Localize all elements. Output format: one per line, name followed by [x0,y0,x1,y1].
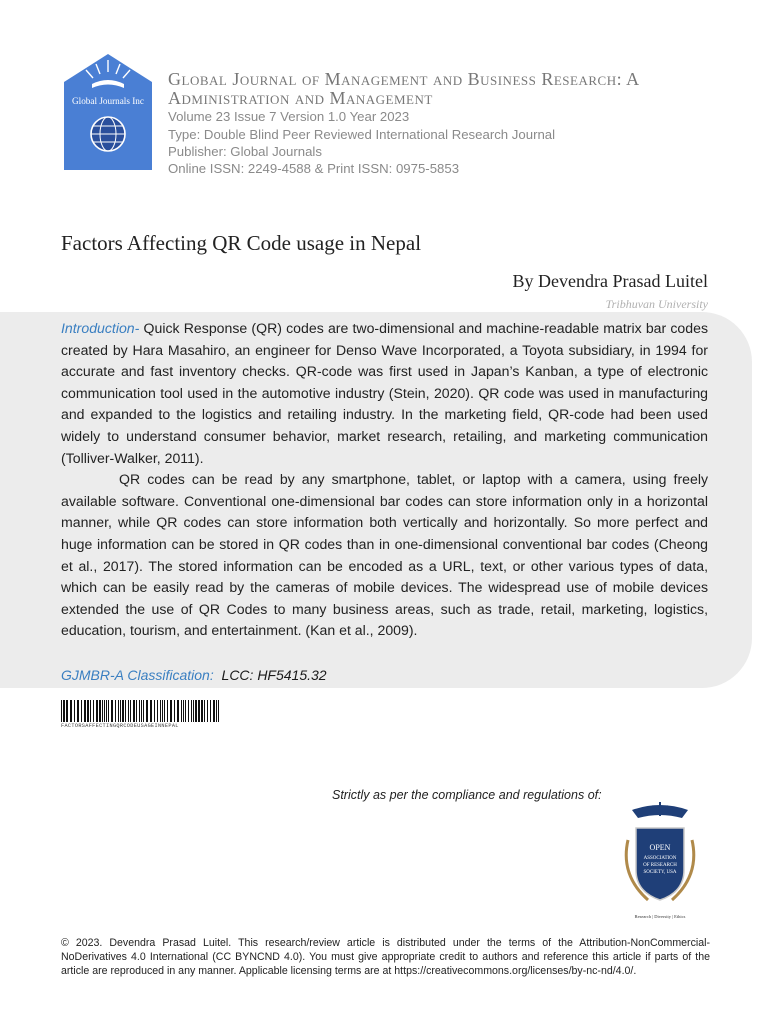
barcode-bar [207,700,208,722]
barcode-bar [122,700,124,722]
barcode-bar [70,700,72,722]
classification [61,667,327,683]
svg-text:OF RESEARCH: OF RESEARCH [643,863,677,868]
barcode-bar [141,700,142,722]
barcode-bar [136,700,137,722]
barcode-bar [81,700,82,722]
barcode-bar [125,700,126,722]
barcode-bar [102,700,103,722]
barcode-bar [104,700,105,722]
barcode-bar [162,700,163,722]
svg-text:SOCIETY, USA: SOCIETY, USA [643,870,677,875]
barcode-bar [90,700,91,722]
barcode-bar [216,700,217,722]
barcode-bar [84,700,86,722]
barcode-bar [143,700,144,722]
barcode-bar [128,700,129,722]
barcode-bar [99,700,101,722]
abstract-text-1: Quick Response (QR) codes are two-dimensional and machine-readable matrix bar codes created by Hara Masahiro, an engineer for Denso Wave Incorporated, a Toyota subsidiary, in 1994 for accurate and fast inventory checks. QR-code was first used in Japan’s Kanban, a type of electronic communication tool used in the automotive industry (Stein, 2020). QR code was used in manufacturing and expanded to the logistics and retailing industry. In the marketing field, QR-code had been used widely to understand consumer behavior, market research, retailing, and marketing communication (Tolliver-Walker, 2011). [61,320,708,466]
barcode-bar [111,700,113,722]
barcode-bar [61,700,62,722]
barcode-bar [193,700,194,722]
abstract-paragraph-2: QR codes can be read by any smartphone, tablet, or laptop with a camera, using freely available software. Conventional one-dimensional bar codes can store information only in a horizontal manner, while QR codes can store information both vertically and horizontally. So more perfect and huge information can be stored in QR codes than in one-dimensional conventional bar codes (Cheong et al., 2017). The stored information can be encoded as a URL, text, or other various types of data, which can be easily read by the cameras of mobile devices. The widespread use of mobile devices extended the use of QR Codes to many business areas, such as trade, retail, marketing, logistics, education, tourism, and entertainment. (Kan et al., 2009). [61,471,708,639]
svg-text:OPEN: OPEN [649,843,671,852]
barcode-bar [195,700,197,722]
barcode-bar [191,700,192,722]
abstract [61,318,708,642]
svg-text:Research | Diversity | Ethics: Research | Diversity | Ethics [634,914,686,919]
global-journals-logo [62,52,154,174]
barcode-bar [157,700,158,722]
abstract-label: Introduction- [61,320,140,336]
barcode-bar [210,700,211,722]
barcode-text: FACTORSAFFECTINGQRCODEUSAGEINNEPAL [61,723,179,729]
article-title: Factors Affecting QR Code usage in Nepal [61,231,422,255]
publisher: Publisher: Global Journals [168,144,322,159]
barcode-bar [74,700,75,722]
barcode [61,700,221,722]
barcode-bar [106,700,107,722]
barcode-bar [66,700,68,722]
barcode-bar [108,700,109,722]
oars-seal [610,800,710,920]
barcode-bar [201,700,203,722]
barcode-bar [198,700,200,722]
barcode-bar [87,700,89,722]
classification-label: GJMBR-A Classification: [61,667,214,683]
barcode-bar [213,700,215,722]
barcode-bar [177,700,179,722]
barcode-bar [63,700,65,722]
classification-value: LCC: HF5415.32 [221,667,327,683]
barcode-bar [150,700,152,722]
barcode-bar [118,700,119,722]
barcode-bar [183,700,184,722]
copyright-notice: © 2023. Devendra Prasad Luitel. This research/review article is distributed under the terms of the Attribution-NonCommercial-NoDerivatives 4.0 International (CC BYNCND 4.0). You must give appropriate credit to authors and reference this article if parts of the article are reproduced in any manner. Applicable licensing terms are at https://creativecommons.org/licenses/by-nc-nd/4.0/. [61,937,710,977]
abstract-paragraph-1 [61,318,708,469]
compliance-note: Strictly as per the compliance and regulations of: [332,788,602,802]
barcode-bar [96,700,98,722]
barcode-bar [133,700,135,722]
barcode-bar [188,700,189,722]
barcode-bar [185,700,186,722]
barcode-bar [146,700,148,722]
barcode-bar [130,700,131,722]
issn: Online ISSN: 2249-4588 & Print ISSN: 0975-5853 [168,161,460,176]
journal-title: Global Journal of Management and Business Research: A Administration and Management [168,69,639,108]
barcode-bar [154,700,155,722]
barcode-bar [167,700,168,722]
svg-text:Global Journals Inc: Global Journals Inc [72,96,144,106]
barcode-bar [164,700,165,722]
svg-text:ASSOCIATION: ASSOCIATION [643,856,677,861]
author: By Devendra Prasad Luitel [512,271,708,291]
journal-type: Type: Double Blind Peer Reviewed International Research Journal [168,127,556,142]
affiliation: Tribhuvan University [605,297,708,311]
barcode-bar [181,700,182,722]
barcode-bar [160,700,161,722]
barcode-bar [139,700,140,722]
barcode-bar [218,700,219,722]
barcode-bar [204,700,205,722]
barcode-bar [174,700,175,722]
barcode-bar [120,700,121,722]
barcode-bar [77,700,79,722]
barcode-bar [115,700,116,722]
barcode-bar [170,700,172,722]
volume-info: Volume 23 Issue 7 Version 1.0 Year 2023 [168,109,410,124]
barcode-bar [93,700,94,722]
